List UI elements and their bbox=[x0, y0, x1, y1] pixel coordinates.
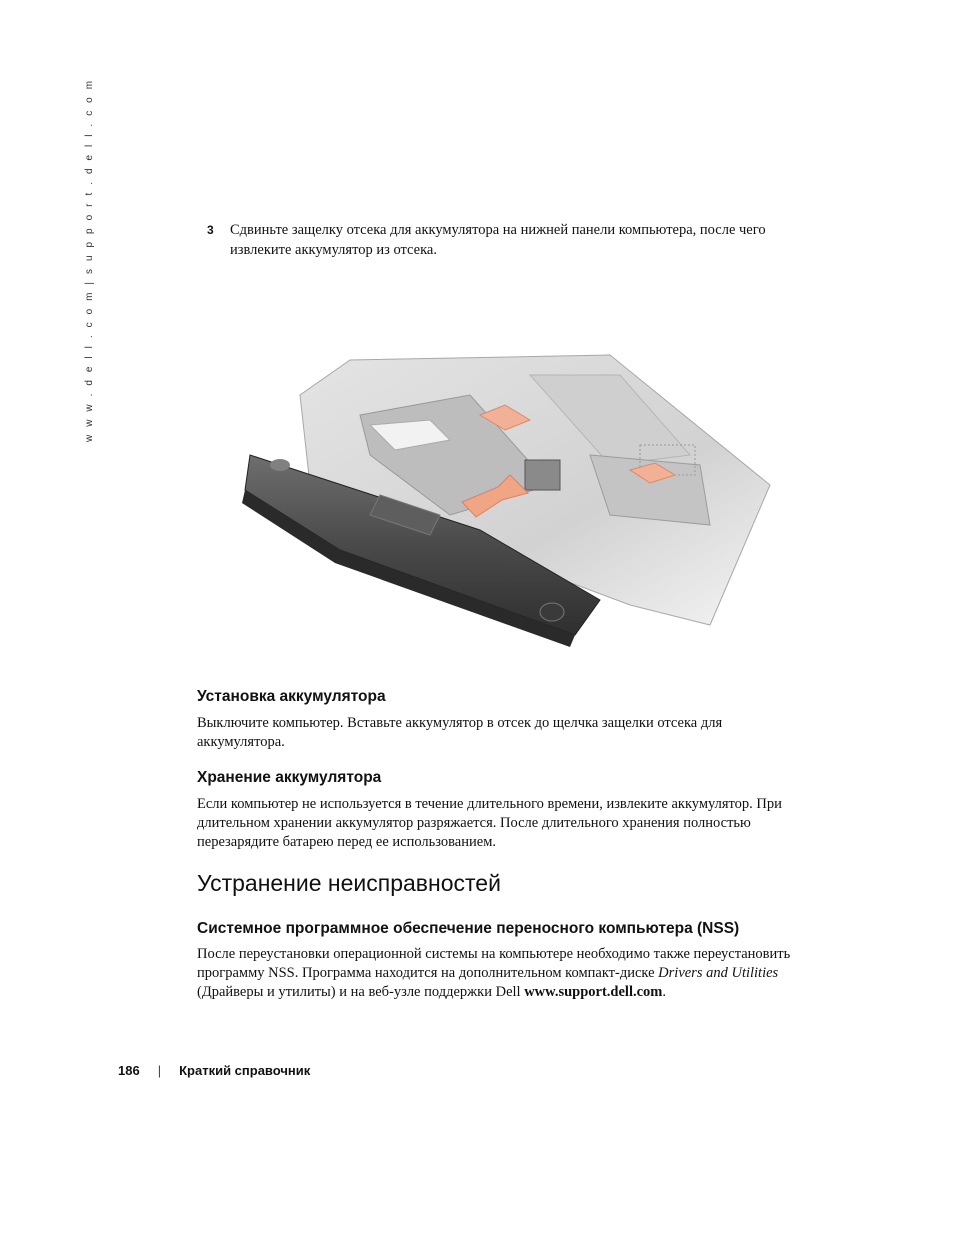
nss-body-end: . bbox=[662, 984, 666, 1000]
step-number: 3 bbox=[207, 223, 214, 237]
storage-body: Если компьютер не используется в течение длительного времени, извлеките аккумулятор. При длительном хранении аккумулятор разряжается. После длительного хранения полностью перезарядите батарею перед ее использованием. bbox=[197, 796, 782, 850]
page-footer bbox=[118, 1063, 310, 1078]
install-body: Выключите компьютер. Вставьте аккумулятор в отсек до щелчка защелки отсека для аккумулятора. bbox=[197, 715, 723, 750]
nss-body-part-2: (Драйверы и утилиты) и на веб-узле поддержки Dell bbox=[197, 984, 525, 1000]
nss-cd-title: Drivers and Utilities bbox=[658, 965, 779, 981]
page-number: 186 bbox=[118, 1063, 140, 1078]
nss-body-part-1: После переустановки операционной системы на компьютере необходимо также переустановить программу NSS. Программа находится на дополнительном компакт-диске bbox=[197, 946, 791, 981]
nss-body bbox=[197, 945, 807, 1002]
step-text: Сдвиньте защелку отсека для аккумулятора на нижней панели компьютера, после чего извлеките аккумулятор из отсека. bbox=[230, 222, 766, 258]
troubleshooting-title: Устранение неисправностей bbox=[197, 870, 501, 896]
support-link[interactable]: www.support.dell.com bbox=[524, 984, 663, 1000]
footer-separator: | bbox=[157, 1063, 162, 1078]
nss-heading: Системное программное обеспечение переносного компьютера (NSS) bbox=[197, 920, 740, 937]
battery-removal-illustration bbox=[230, 335, 790, 665]
footer-title: Краткий справочник bbox=[179, 1063, 311, 1078]
step-3 bbox=[207, 220, 807, 260]
side-url-text: w w w . d e l l . c o m | s u p p o r t . d e l l . c o m bbox=[84, 78, 95, 442]
storage-heading: Хранение аккумулятора bbox=[197, 769, 382, 786]
install-heading: Установка аккумулятора bbox=[197, 688, 386, 705]
